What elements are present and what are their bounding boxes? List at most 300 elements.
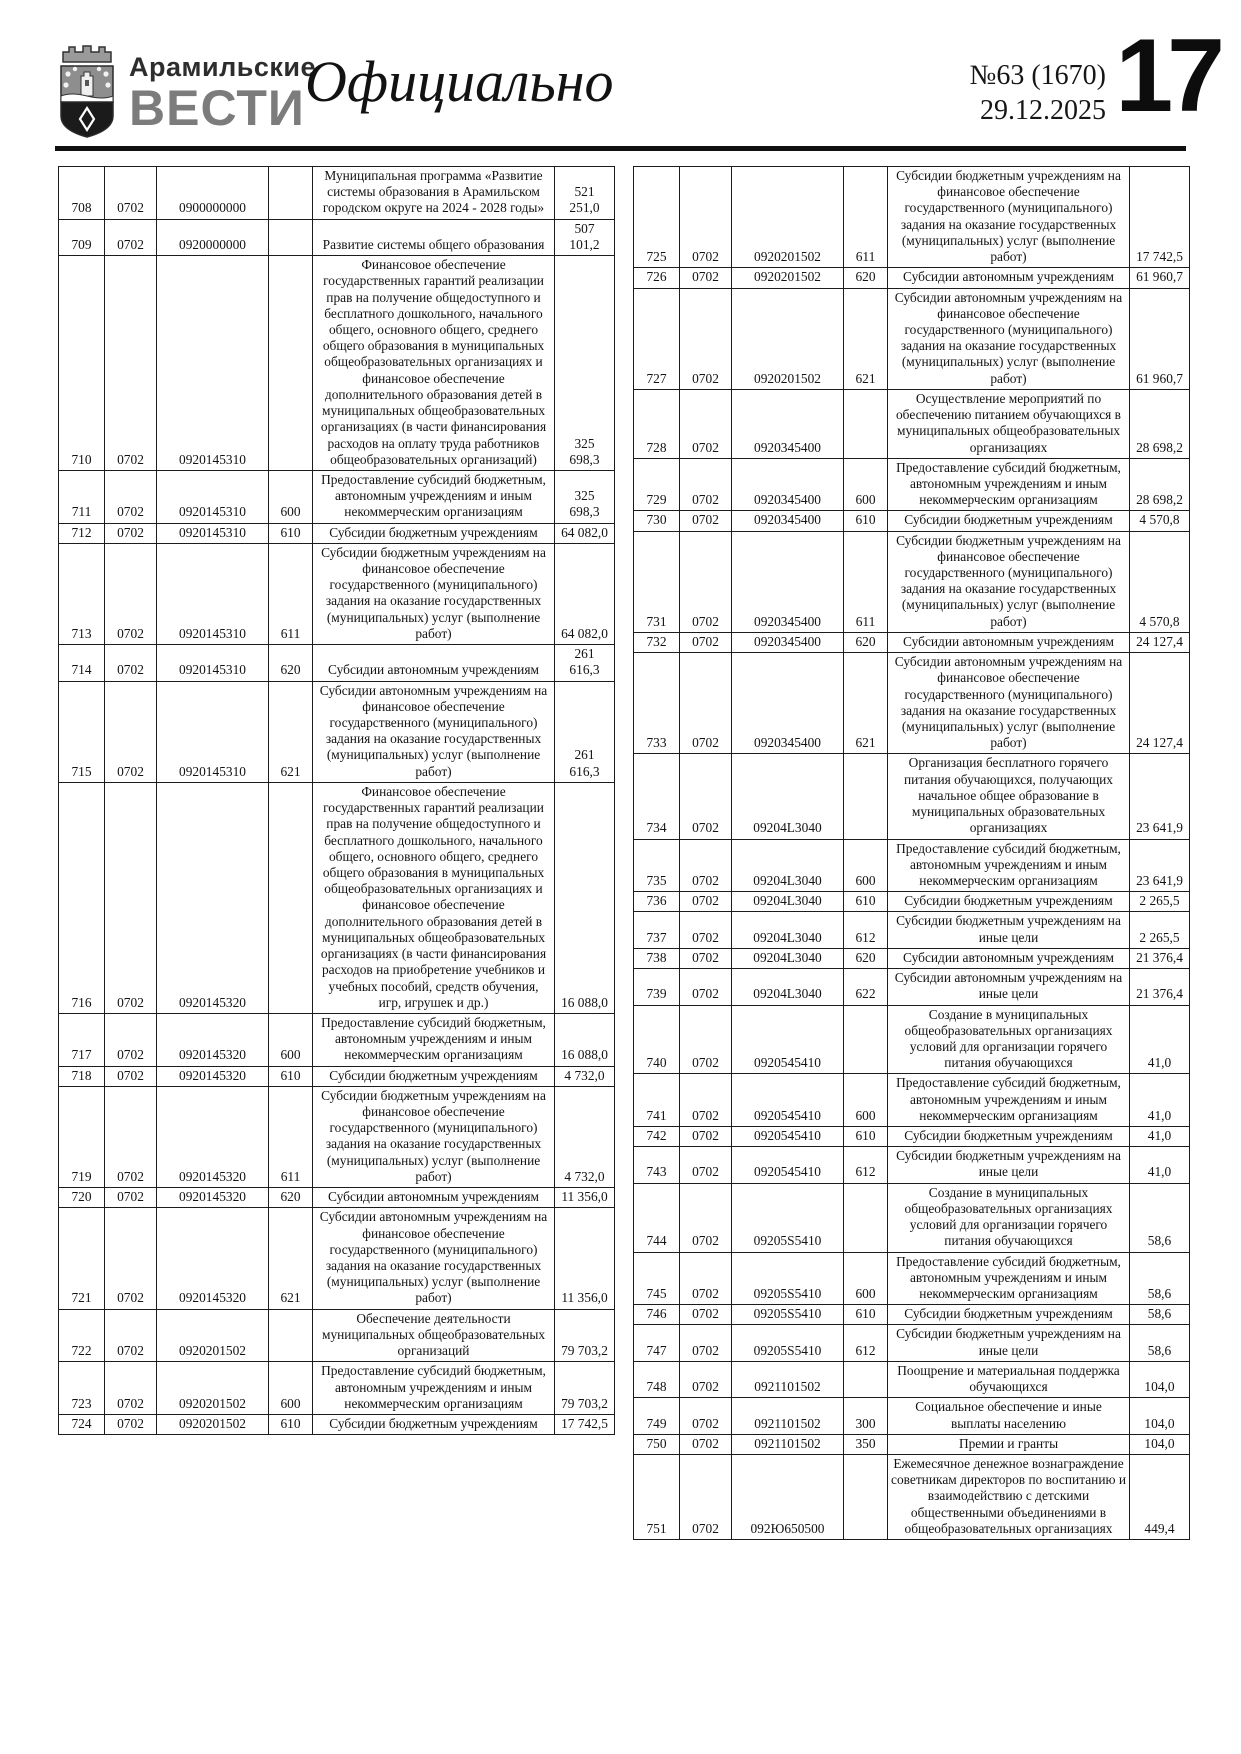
expense-type-cell: 621 bbox=[844, 288, 888, 389]
expense-type-cell: 612 bbox=[844, 1325, 888, 1361]
description-cell: Субсидии автономным учреждениям bbox=[888, 632, 1130, 652]
table-row bbox=[59, 1309, 615, 1362]
table-row bbox=[634, 754, 1190, 839]
row-number-cell: 717 bbox=[59, 1013, 105, 1066]
page-number: 17 bbox=[1115, 18, 1219, 134]
section-code-cell: 0702 bbox=[105, 219, 157, 255]
amount-cell: 4 732,0 bbox=[555, 1066, 615, 1086]
section-code-cell: 0702 bbox=[680, 948, 732, 968]
section-code-cell: 0702 bbox=[680, 1361, 732, 1397]
description-cell: Финансовое обеспечение государственных гарантий реализации прав на получение общедоступного и бесплатного дошкольного, начального общего, основного общего, среднего общего образования в муниципальных общеобразовательных организациях и финансовое обеспечение дополнительного образования детей в муниципальных общеобразовательных организациях (в части финансирования расходов на оплату труда работников общеобразовательных организаций) bbox=[313, 256, 555, 471]
row-number-cell: 714 bbox=[59, 645, 105, 681]
description-cell: Субсидии автономным учреждениям bbox=[888, 268, 1130, 288]
amount-cell: 58,6 bbox=[1130, 1305, 1190, 1325]
amount-cell: 4 570,8 bbox=[1130, 511, 1190, 531]
amount-cell: 507 101,2 bbox=[555, 219, 615, 255]
amount-cell: 41,0 bbox=[1130, 1005, 1190, 1074]
table-row bbox=[634, 1305, 1190, 1325]
target-article-cell: 0920201502 bbox=[157, 1414, 269, 1434]
target-article-cell: 0920345400 bbox=[732, 511, 844, 531]
amount-cell: 23 641,9 bbox=[1130, 839, 1190, 892]
table-row bbox=[634, 1252, 1190, 1305]
target-article-cell: 0921101502 bbox=[732, 1434, 844, 1454]
amount-cell: 61 960,7 bbox=[1130, 268, 1190, 288]
table-row bbox=[59, 219, 615, 255]
description-cell: Субсидии бюджетным учреждениям bbox=[888, 892, 1130, 912]
expense-type-cell: 610 bbox=[844, 892, 888, 912]
expense-type-cell bbox=[269, 167, 313, 220]
amount-cell: 261 616,3 bbox=[555, 645, 615, 681]
section-code-cell: 0702 bbox=[105, 1309, 157, 1362]
amount-cell: 2 265,5 bbox=[1130, 912, 1190, 948]
coat-of-arms-icon bbox=[55, 40, 119, 140]
amount-cell: 61 960,7 bbox=[1130, 288, 1190, 389]
expense-type-cell: 350 bbox=[844, 1434, 888, 1454]
row-number-cell: 737 bbox=[634, 912, 680, 948]
expense-type-cell bbox=[844, 754, 888, 839]
amount-cell: 21 376,4 bbox=[1130, 969, 1190, 1005]
section-code-cell: 0702 bbox=[680, 754, 732, 839]
header-divider-rule bbox=[55, 146, 1186, 151]
row-number-cell: 728 bbox=[634, 389, 680, 458]
description-cell: Предоставление субсидий бюджетным, автономным учреждениям и иным некоммерческим организациям bbox=[313, 1013, 555, 1066]
table-row bbox=[59, 1086, 615, 1187]
target-article-cell: 0920345400 bbox=[732, 632, 844, 652]
expense-type-cell: 620 bbox=[844, 268, 888, 288]
table-row bbox=[59, 543, 615, 644]
amount-cell: 41,0 bbox=[1130, 1127, 1190, 1147]
section-code-cell: 0702 bbox=[680, 1252, 732, 1305]
amount-cell: 79 703,2 bbox=[555, 1309, 615, 1362]
expense-type-cell: 600 bbox=[844, 458, 888, 511]
section-code-cell: 0702 bbox=[680, 839, 732, 892]
description-cell: Осуществление мероприятий по обеспечению питанием обучающихся в муниципальных общеобразовательных организациях bbox=[888, 389, 1130, 458]
description-cell: Субсидии бюджетным учреждениям на финансовое обеспечение государственного (муниципального) задания на оказание государственных (муниципальных) услуг (выполнение работ) bbox=[888, 167, 1130, 268]
row-number-cell: 747 bbox=[634, 1325, 680, 1361]
target-article-cell: 09204L3040 bbox=[732, 912, 844, 948]
target-article-cell: 0920201502 bbox=[732, 167, 844, 268]
description-cell: Субсидии автономным учреждениям на иные цели bbox=[888, 969, 1130, 1005]
row-number-cell: 750 bbox=[634, 1434, 680, 1454]
table-row bbox=[634, 288, 1190, 389]
amount-cell: 24 127,4 bbox=[1130, 632, 1190, 652]
expense-type-cell: 620 bbox=[844, 948, 888, 968]
section-code-cell: 0702 bbox=[680, 969, 732, 1005]
amount-cell: 64 082,0 bbox=[555, 543, 615, 644]
row-number-cell: 732 bbox=[634, 632, 680, 652]
section-code-cell: 0702 bbox=[680, 1147, 732, 1183]
table-row bbox=[634, 1127, 1190, 1147]
section-code-cell: 0702 bbox=[105, 256, 157, 471]
target-article-cell: 0920145320 bbox=[157, 1208, 269, 1309]
amount-cell: 17 742,5 bbox=[1130, 167, 1190, 268]
amount-cell: 16 088,0 bbox=[555, 782, 615, 1013]
row-number-cell: 734 bbox=[634, 754, 680, 839]
section-code-cell: 0702 bbox=[105, 1208, 157, 1309]
amount-cell: 104,0 bbox=[1130, 1398, 1190, 1434]
section-code-cell: 0702 bbox=[680, 912, 732, 948]
description-cell: Субсидии бюджетным учреждениям bbox=[313, 1066, 555, 1086]
expense-type-cell bbox=[844, 1454, 888, 1539]
target-article-cell: 0920545410 bbox=[732, 1127, 844, 1147]
description-cell: Субсидии бюджетным учреждениям bbox=[313, 523, 555, 543]
row-number-cell: 729 bbox=[634, 458, 680, 511]
row-number-cell: 719 bbox=[59, 1086, 105, 1187]
section-code-cell: 0702 bbox=[680, 1005, 732, 1074]
amount-cell: 58,6 bbox=[1130, 1252, 1190, 1305]
section-code-cell: 0702 bbox=[105, 1086, 157, 1187]
amount-cell: 104,0 bbox=[1130, 1361, 1190, 1397]
section-code-cell: 0702 bbox=[105, 523, 157, 543]
table-row bbox=[59, 470, 615, 523]
section-code-cell: 0702 bbox=[105, 1188, 157, 1208]
target-article-cell: 0921101502 bbox=[732, 1398, 844, 1434]
description-cell: Создание в муниципальных общеобразовательных организациях условий для организации горячего питания обучающихся bbox=[888, 1005, 1130, 1074]
masthead bbox=[129, 52, 316, 136]
expense-type-cell: 610 bbox=[844, 1305, 888, 1325]
expense-type-cell: 612 bbox=[844, 1147, 888, 1183]
section-code-cell: 0702 bbox=[680, 1454, 732, 1539]
expense-type-cell: 300 bbox=[844, 1398, 888, 1434]
section-code-cell: 0702 bbox=[680, 167, 732, 268]
amount-cell: 325 698,3 bbox=[555, 470, 615, 523]
description-cell: Субсидии бюджетным учреждениям на иные цели bbox=[888, 1147, 1130, 1183]
row-number-cell: 751 bbox=[634, 1454, 680, 1539]
row-number-cell: 715 bbox=[59, 681, 105, 782]
description-cell: Субсидии бюджетным учреждениям bbox=[888, 1305, 1130, 1325]
row-number-cell: 713 bbox=[59, 543, 105, 644]
issue-date: 29.12.2025 bbox=[980, 95, 1106, 126]
table-row bbox=[634, 1005, 1190, 1074]
description-cell: Субсидии автономным учреждениям bbox=[313, 645, 555, 681]
target-article-cell: 092Ю650500 bbox=[732, 1454, 844, 1539]
row-number-cell: 718 bbox=[59, 1066, 105, 1086]
expense-type-cell bbox=[269, 782, 313, 1013]
description-cell: Субсидии бюджетным учреждениям на финансовое обеспечение государственного (муниципального) задания на оказание государственных (муниципальных) услуг (выполнение работ) bbox=[313, 1086, 555, 1187]
row-number-cell: 739 bbox=[634, 969, 680, 1005]
description-cell: Субсидии бюджетным учреждениям на финансовое обеспечение государственного (муниципального) задания на оказание государственных (муниципальных) услуг (выполнение работ) bbox=[313, 543, 555, 644]
section-code-cell: 0702 bbox=[105, 1013, 157, 1066]
amount-cell: 449,4 bbox=[1130, 1454, 1190, 1539]
table-row bbox=[59, 1188, 615, 1208]
description-cell: Субсидии автономным учреждениям на финансовое обеспечение государственного (муниципального) задания на оказание государственных (муниципальных) услуг (выполнение работ) bbox=[313, 681, 555, 782]
newspaper-logo bbox=[55, 40, 316, 140]
target-article-cell: 0900000000 bbox=[157, 167, 269, 220]
expense-type-cell: 610 bbox=[269, 1414, 313, 1434]
section-code-cell: 0702 bbox=[680, 389, 732, 458]
section-code-cell: 0702 bbox=[680, 1325, 732, 1361]
description-cell: Предоставление субсидий бюджетным, автономным учреждениям и иным некоммерческим организациям bbox=[888, 458, 1130, 511]
target-article-cell: 0920345400 bbox=[732, 531, 844, 632]
issue-number: №63 (1670) bbox=[969, 60, 1106, 91]
row-number-cell: 741 bbox=[634, 1074, 680, 1127]
amount-cell: 58,6 bbox=[1130, 1325, 1190, 1361]
expense-type-cell: 611 bbox=[844, 167, 888, 268]
target-article-cell: 0920145310 bbox=[157, 645, 269, 681]
expense-type-cell: 600 bbox=[269, 1013, 313, 1066]
expense-type-cell bbox=[269, 1309, 313, 1362]
table-row bbox=[634, 653, 1190, 754]
description-cell: Предоставление субсидий бюджетным, автономным учреждениям и иным некоммерческим организациям bbox=[888, 839, 1130, 892]
section-code-cell: 0702 bbox=[105, 782, 157, 1013]
table-row bbox=[634, 1325, 1190, 1361]
target-article-cell: 0920201502 bbox=[157, 1309, 269, 1362]
table-row bbox=[59, 1414, 615, 1434]
description-cell: Финансовое обеспечение государственных гарантий реализации прав на получение общедоступного и бесплатного дошкольного, начального общего, основного общего, среднего общего образования в муниципальных общеобразовательных организациях и финансовое обеспечение дополнительного образования детей в муниципальных общеобразовательных организациях (в части финансирования расходов на приобретение учебников и учебных пособий, средств обучения, игр, игрушек и др.) bbox=[313, 782, 555, 1013]
expense-type-cell bbox=[844, 1005, 888, 1074]
target-article-cell: 0920345400 bbox=[732, 653, 844, 754]
row-number-cell: 731 bbox=[634, 531, 680, 632]
table-row bbox=[59, 1066, 615, 1086]
section-code-cell: 0702 bbox=[105, 1414, 157, 1434]
section-code-cell: 0702 bbox=[680, 458, 732, 511]
description-cell: Субсидии бюджетным учреждениям bbox=[888, 1127, 1130, 1147]
description-cell: Предоставление субсидий бюджетным, автономным учреждениям и иным некоммерческим организациям bbox=[888, 1252, 1130, 1305]
description-cell: Субсидии автономным учреждениям bbox=[888, 948, 1130, 968]
table-row bbox=[634, 531, 1190, 632]
row-number-cell: 720 bbox=[59, 1188, 105, 1208]
expense-type-cell: 600 bbox=[269, 470, 313, 523]
section-code-cell: 0702 bbox=[105, 1066, 157, 1086]
amount-cell: 28 698,2 bbox=[1130, 389, 1190, 458]
expense-type-cell: 611 bbox=[844, 531, 888, 632]
row-number-cell: 722 bbox=[59, 1309, 105, 1362]
expense-type-cell: 610 bbox=[269, 523, 313, 543]
target-article-cell: 0920345400 bbox=[732, 458, 844, 511]
amount-cell: 11 356,0 bbox=[555, 1188, 615, 1208]
target-article-cell: 0920145310 bbox=[157, 543, 269, 644]
amount-cell: 64 082,0 bbox=[555, 523, 615, 543]
expense-type-cell bbox=[269, 256, 313, 471]
target-article-cell: 09204L3040 bbox=[732, 754, 844, 839]
row-number-cell: 746 bbox=[634, 1305, 680, 1325]
row-number-cell: 710 bbox=[59, 256, 105, 471]
target-article-cell: 09204L3040 bbox=[732, 839, 844, 892]
table-row bbox=[634, 839, 1190, 892]
target-article-cell: 0920145320 bbox=[157, 1013, 269, 1066]
masthead-title-top: Арамильские bbox=[129, 52, 316, 82]
page-content bbox=[58, 166, 1188, 1540]
section-code-cell: 0702 bbox=[105, 167, 157, 220]
row-number-cell: 725 bbox=[634, 167, 680, 268]
section-code-cell: 0702 bbox=[680, 1305, 732, 1325]
amount-cell: 41,0 bbox=[1130, 1074, 1190, 1127]
description-cell: Субсидии бюджетным учреждениям на иные цели bbox=[888, 1325, 1130, 1361]
description-cell: Организация бесплатного горячего питания обучающихся, получающих начальное общее образование в муниципальных образовательных организациях bbox=[888, 754, 1130, 839]
description-cell: Предоставление субсидий бюджетным, автономным учреждениям и иным некоммерческим организациям bbox=[313, 1362, 555, 1415]
section-code-cell: 0702 bbox=[680, 1398, 732, 1434]
table-row bbox=[59, 782, 615, 1013]
description-cell: Субсидии автономным учреждениям на финансовое обеспечение государственного (муниципального) задания на оказание государственных (муниципальных) услуг (выполнение работ) bbox=[313, 1208, 555, 1309]
description-cell: Социальное обеспечение и иные выплаты населению bbox=[888, 1398, 1130, 1434]
target-article-cell: 09205S5410 bbox=[732, 1325, 844, 1361]
expense-type-cell: 622 bbox=[844, 969, 888, 1005]
row-number-cell: 738 bbox=[634, 948, 680, 968]
table-row bbox=[59, 681, 615, 782]
row-number-cell: 749 bbox=[634, 1398, 680, 1434]
target-article-cell: 0920145320 bbox=[157, 1066, 269, 1086]
target-article-cell: 0920545410 bbox=[732, 1074, 844, 1127]
masthead-title-bottom: ВЕСТИ bbox=[129, 80, 305, 136]
section-code-cell: 0702 bbox=[105, 681, 157, 782]
section-code-cell: 0702 bbox=[680, 288, 732, 389]
table-row bbox=[634, 1074, 1190, 1127]
table-row bbox=[634, 969, 1190, 1005]
row-number-cell: 716 bbox=[59, 782, 105, 1013]
description-cell: Предоставление субсидий бюджетным, автономным учреждениям и иным некоммерческим организациям bbox=[888, 1074, 1130, 1127]
row-number-cell: 735 bbox=[634, 839, 680, 892]
description-cell: Муниципальная программа «Развитие системы образования в Арамильском городском округе на 2024 - 2028 годы» bbox=[313, 167, 555, 220]
section-code-cell: 0702 bbox=[105, 470, 157, 523]
target-article-cell: 0920201502 bbox=[732, 268, 844, 288]
row-number-cell: 721 bbox=[59, 1208, 105, 1309]
target-article-cell: 09205S5410 bbox=[732, 1183, 844, 1252]
target-article-cell: 0920145310 bbox=[157, 523, 269, 543]
table-row bbox=[634, 1147, 1190, 1183]
table-row bbox=[59, 167, 615, 220]
row-number-cell: 736 bbox=[634, 892, 680, 912]
description-cell: Обеспечение деятельности муниципальных общеобразовательных организаций bbox=[313, 1309, 555, 1362]
section-code-cell: 0702 bbox=[105, 543, 157, 644]
amount-cell: 24 127,4 bbox=[1130, 653, 1190, 754]
row-number-cell: 723 bbox=[59, 1362, 105, 1415]
description-cell: Субсидии бюджетным учреждениям bbox=[313, 1414, 555, 1434]
table-row bbox=[634, 458, 1190, 511]
description-cell: Субсидии бюджетным учреждениям на финансовое обеспечение государственного (муниципального) задания на оказание государственных (муниципальных) услуг (выполнение работ) bbox=[888, 531, 1130, 632]
expense-type-cell: 612 bbox=[844, 912, 888, 948]
target-article-cell: 0920000000 bbox=[157, 219, 269, 255]
target-article-cell: 0920345400 bbox=[732, 389, 844, 458]
expense-type-cell: 610 bbox=[844, 511, 888, 531]
section-code-cell: 0702 bbox=[680, 531, 732, 632]
table-row bbox=[59, 645, 615, 681]
amount-cell: 261 616,3 bbox=[555, 681, 615, 782]
table-row bbox=[59, 1208, 615, 1309]
table-row bbox=[59, 1013, 615, 1066]
expense-type-cell bbox=[844, 1183, 888, 1252]
row-number-cell: 724 bbox=[59, 1414, 105, 1434]
section-code-cell: 0702 bbox=[680, 1127, 732, 1147]
amount-cell: 79 703,2 bbox=[555, 1362, 615, 1415]
target-article-cell: 0920145310 bbox=[157, 256, 269, 471]
amount-cell: 28 698,2 bbox=[1130, 458, 1190, 511]
description-cell: Развитие системы общего образования bbox=[313, 219, 555, 255]
amount-cell: 325 698,3 bbox=[555, 256, 615, 471]
table-row bbox=[634, 948, 1190, 968]
target-article-cell: 0920145320 bbox=[157, 1086, 269, 1187]
table-row bbox=[634, 892, 1190, 912]
target-article-cell: 0920545410 bbox=[732, 1147, 844, 1183]
page-header bbox=[0, 0, 1241, 148]
description-cell: Субсидии бюджетным учреждениям на иные цели bbox=[888, 912, 1130, 948]
amount-cell: 17 742,5 bbox=[555, 1414, 615, 1434]
table-row bbox=[59, 256, 615, 471]
row-number-cell: 743 bbox=[634, 1147, 680, 1183]
table-row bbox=[59, 1362, 615, 1415]
expense-type-cell: 600 bbox=[844, 839, 888, 892]
amount-cell: 41,0 bbox=[1130, 1147, 1190, 1183]
row-number-cell: 733 bbox=[634, 653, 680, 754]
row-number-cell: 708 bbox=[59, 167, 105, 220]
expense-type-cell bbox=[844, 389, 888, 458]
row-number-cell: 711 bbox=[59, 470, 105, 523]
table-row bbox=[634, 1454, 1190, 1539]
budget-table-left bbox=[58, 166, 615, 1435]
target-article-cell: 0920145310 bbox=[157, 470, 269, 523]
expense-type-cell: 620 bbox=[269, 1188, 313, 1208]
table-row bbox=[634, 632, 1190, 652]
budget-table-right bbox=[633, 166, 1190, 1540]
section-code-cell: 0702 bbox=[680, 892, 732, 912]
description-cell: Субсидии автономным учреждениям на финансовое обеспечение государственного (муниципального) задания на оказание государственных (муниципальных) услуг (выполнение работ) bbox=[888, 288, 1130, 389]
table-row bbox=[634, 1398, 1190, 1434]
section-code-cell: 0702 bbox=[680, 653, 732, 754]
section-code-cell: 0702 bbox=[680, 1183, 732, 1252]
amount-cell: 4 570,8 bbox=[1130, 531, 1190, 632]
section-code-cell: 0702 bbox=[105, 1362, 157, 1415]
description-cell: Создание в муниципальных общеобразовательных организациях условий для организации горячего питания обучающихся bbox=[888, 1183, 1130, 1252]
target-article-cell: 0920201502 bbox=[732, 288, 844, 389]
amount-cell: 58,6 bbox=[1130, 1183, 1190, 1252]
table-row bbox=[634, 268, 1190, 288]
row-number-cell: 740 bbox=[634, 1005, 680, 1074]
row-number-cell: 742 bbox=[634, 1127, 680, 1147]
section-code-cell: 0702 bbox=[680, 1074, 732, 1127]
table-row bbox=[634, 1434, 1190, 1454]
target-article-cell: 0920545410 bbox=[732, 1005, 844, 1074]
target-article-cell: 09204L3040 bbox=[732, 969, 844, 1005]
expense-type-cell: 620 bbox=[269, 645, 313, 681]
expense-type-cell: 611 bbox=[269, 1086, 313, 1187]
section-code-cell: 0702 bbox=[680, 1434, 732, 1454]
target-article-cell: 0920145320 bbox=[157, 782, 269, 1013]
table-row bbox=[634, 912, 1190, 948]
target-article-cell: 0921101502 bbox=[732, 1361, 844, 1397]
row-number-cell: 730 bbox=[634, 511, 680, 531]
amount-cell: 16 088,0 bbox=[555, 1013, 615, 1066]
description-cell: Субсидии автономным учреждениям bbox=[313, 1188, 555, 1208]
row-number-cell: 744 bbox=[634, 1183, 680, 1252]
expense-type-cell: 620 bbox=[844, 632, 888, 652]
target-article-cell: 09204L3040 bbox=[732, 892, 844, 912]
expense-type-cell bbox=[844, 1361, 888, 1397]
table-row bbox=[634, 1183, 1190, 1252]
section-code-cell: 0702 bbox=[105, 645, 157, 681]
table-row bbox=[634, 511, 1190, 531]
amount-cell: 4 732,0 bbox=[555, 1086, 615, 1187]
section-code-cell: 0702 bbox=[680, 268, 732, 288]
expense-type-cell: 621 bbox=[269, 1208, 313, 1309]
expense-type-cell: 610 bbox=[269, 1066, 313, 1086]
expense-type-cell bbox=[269, 219, 313, 255]
row-number-cell: 726 bbox=[634, 268, 680, 288]
amount-cell: 521 251,0 bbox=[555, 167, 615, 220]
expense-type-cell: 621 bbox=[844, 653, 888, 754]
expense-type-cell: 600 bbox=[844, 1074, 888, 1127]
amount-cell: 23 641,9 bbox=[1130, 754, 1190, 839]
amount-cell: 21 376,4 bbox=[1130, 948, 1190, 968]
target-article-cell: 09205S5410 bbox=[732, 1305, 844, 1325]
description-cell: Субсидии автономным учреждениям на финансовое обеспечение государственного (муниципального) задания на оказание государственных (муниципальных) услуг (выполнение работ) bbox=[888, 653, 1130, 754]
target-article-cell: 0920201502 bbox=[157, 1362, 269, 1415]
description-cell: Субсидии бюджетным учреждениям bbox=[888, 511, 1130, 531]
target-article-cell: 09205S5410 bbox=[732, 1252, 844, 1305]
row-number-cell: 727 bbox=[634, 288, 680, 389]
section-code-cell: 0702 bbox=[680, 632, 732, 652]
amount-cell: 11 356,0 bbox=[555, 1208, 615, 1309]
description-cell: Премии и гранты bbox=[888, 1434, 1130, 1454]
section-title: Официально bbox=[305, 49, 614, 114]
